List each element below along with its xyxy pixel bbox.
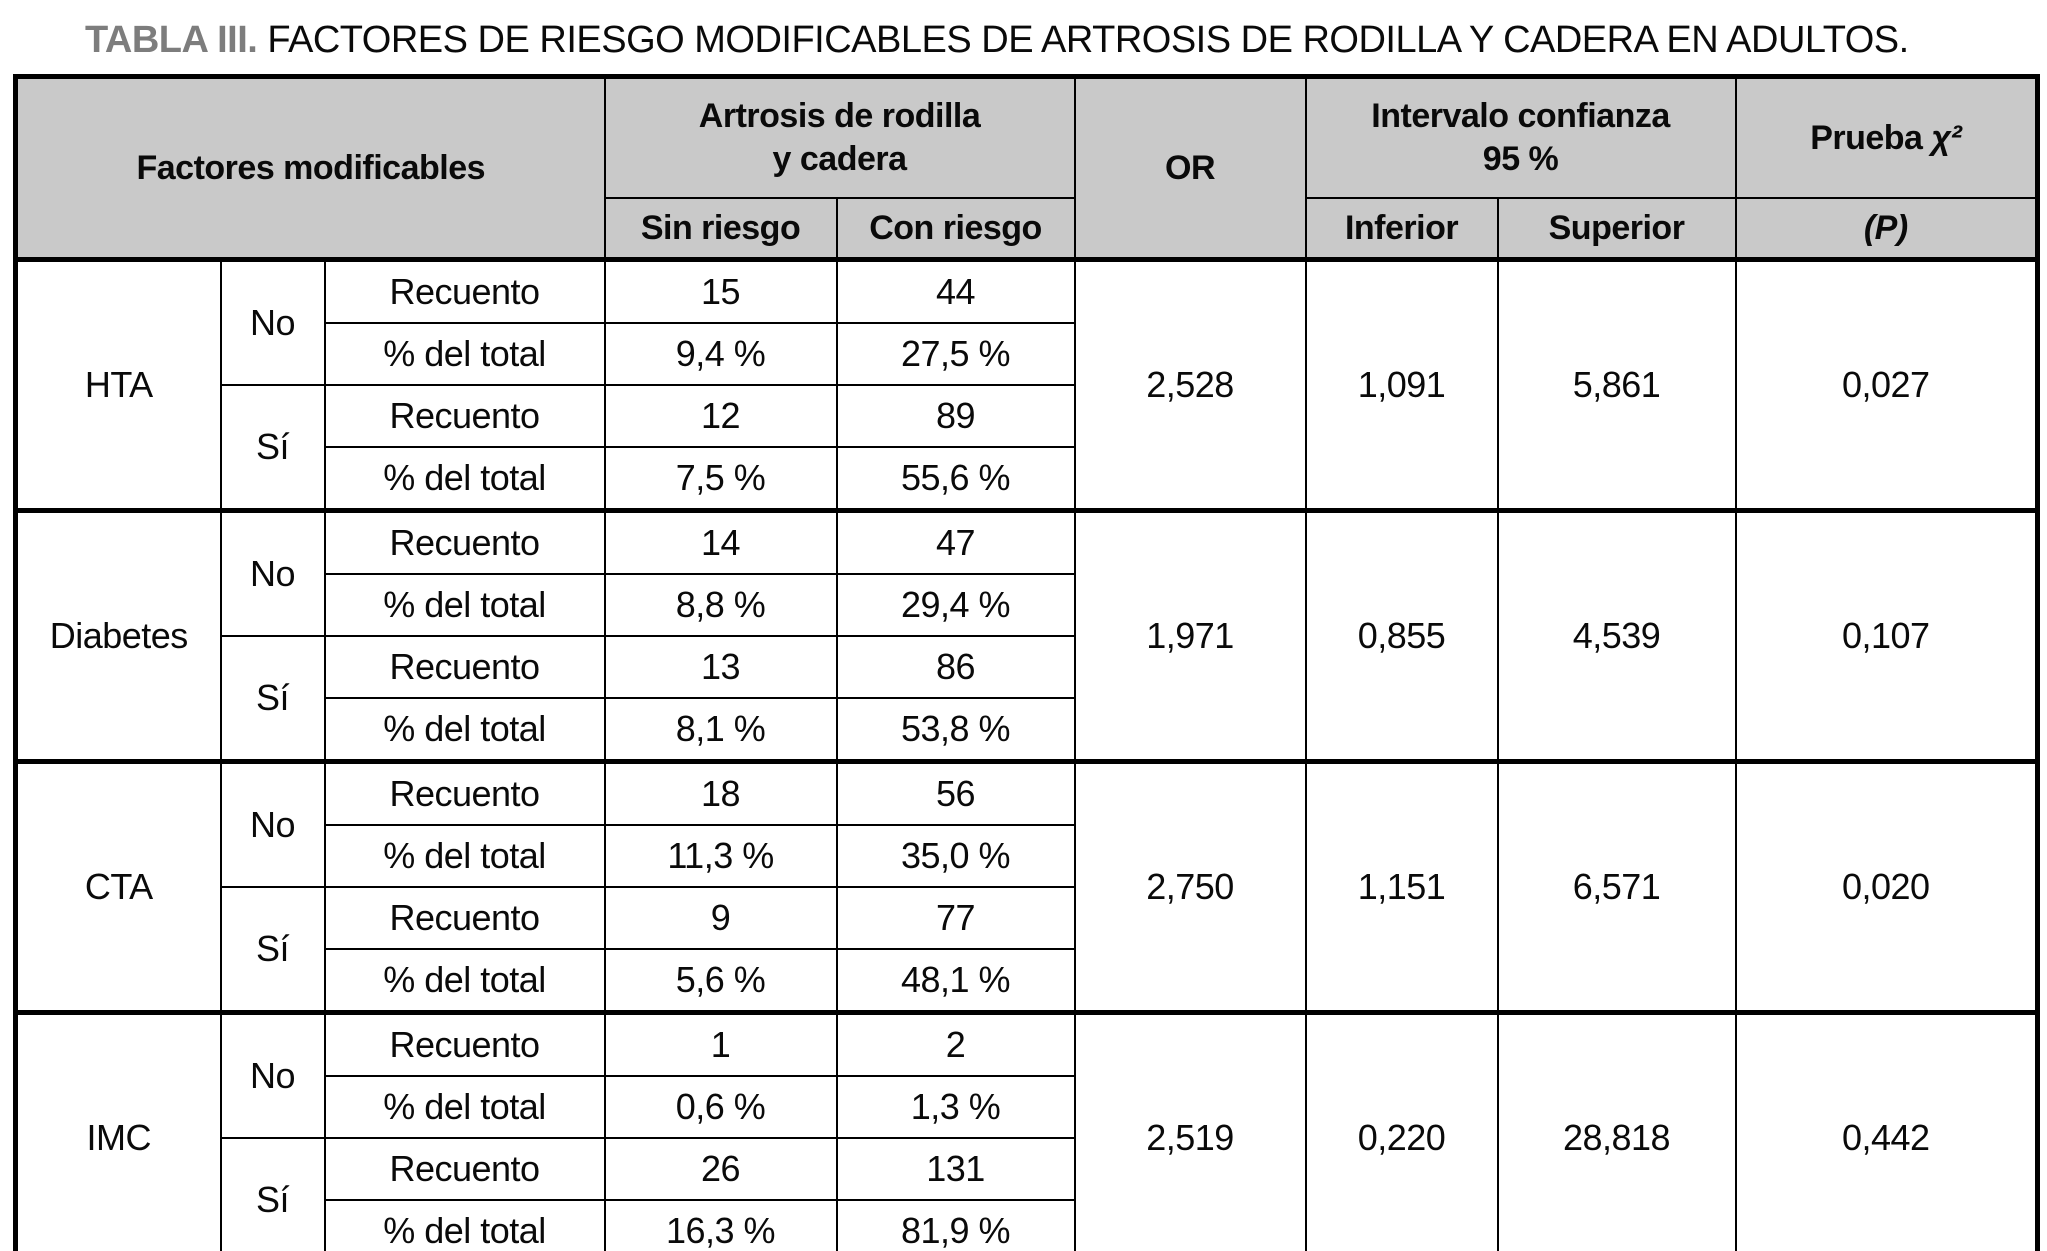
cell-con-riesgo: 53,8 % — [837, 698, 1075, 762]
cell-con-riesgo: 27,5 % — [837, 323, 1075, 385]
header-prueba-chi2 — [1736, 76, 2038, 198]
cell-con-riesgo: 131 — [837, 1138, 1075, 1200]
cell-ic-superior: 5,861 — [1498, 259, 1736, 510]
cell-con-riesgo: 55,6 % — [837, 447, 1075, 511]
table-row — [16, 761, 2038, 825]
cell-p-value: 0,107 — [1736, 510, 2038, 761]
cell-con-riesgo: 86 — [837, 636, 1075, 698]
header-prueba-label: Prueba — [1810, 118, 1923, 157]
table-row — [16, 510, 2038, 574]
yesno-label: No — [221, 510, 325, 636]
cell-or: 2,519 — [1075, 1012, 1306, 1251]
measure-label: Recuento — [325, 1138, 605, 1200]
cell-sin-riesgo: 1 — [605, 1012, 837, 1076]
measure-label: % del total — [325, 698, 605, 762]
cell-or: 2,750 — [1075, 761, 1306, 1012]
measure-label: Recuento — [325, 1012, 605, 1076]
measure-label: Recuento — [325, 259, 605, 323]
cell-sin-riesgo: 9,4 % — [605, 323, 837, 385]
cell-sin-riesgo: 8,1 % — [605, 698, 837, 762]
measure-label: % del total — [325, 447, 605, 511]
header-sin-riesgo: Sin riesgo — [605, 198, 837, 260]
cell-ic-superior: 4,539 — [1498, 510, 1736, 761]
cell-or: 1,971 — [1075, 510, 1306, 761]
measure-label: % del total — [325, 1076, 605, 1138]
yesno-label: Sí — [221, 887, 325, 1013]
cell-con-riesgo: 81,9 % — [837, 1200, 1075, 1251]
cell-sin-riesgo: 16,3 % — [605, 1200, 837, 1251]
cell-sin-riesgo: 8,8 % — [605, 574, 837, 636]
table-caption-label: TABLA III. — [85, 19, 258, 61]
cell-con-riesgo: 44 — [837, 259, 1075, 323]
risk-factors-table — [13, 74, 2040, 1251]
measure-label: % del total — [325, 949, 605, 1013]
table-row — [16, 259, 2038, 323]
cell-sin-riesgo: 7,5 % — [605, 447, 837, 511]
factor-name: Diabetes — [16, 510, 221, 761]
measure-label: Recuento — [325, 887, 605, 949]
header-intervalo-confianza: Intervalo confianza 95 % — [1306, 76, 1736, 198]
cell-ic-inferior: 0,220 — [1306, 1012, 1498, 1251]
header-factores-modificables: Factores modificables — [16, 76, 605, 259]
measure-label: Recuento — [325, 636, 605, 698]
cell-con-riesgo: 56 — [837, 761, 1075, 825]
cell-con-riesgo: 29,4 % — [837, 574, 1075, 636]
measure-label: % del total — [325, 323, 605, 385]
cell-sin-riesgo: 26 — [605, 1138, 837, 1200]
cell-con-riesgo: 1,3 % — [837, 1076, 1075, 1138]
yesno-label: No — [221, 761, 325, 887]
header-superior: Superior — [1498, 198, 1736, 260]
table-caption-text: FACTORES DE RIESGO MODIFICABLES DE ARTROSIS DE RODILLA Y CADERA EN ADULTOS. — [267, 19, 1909, 61]
measure-label: % del total — [325, 1200, 605, 1251]
table-header — [16, 76, 2038, 259]
table-body — [16, 259, 2038, 1251]
yesno-label: No — [221, 259, 325, 385]
header-row-top — [16, 76, 2038, 198]
cell-sin-riesgo: 5,6 % — [605, 949, 837, 1013]
cell-con-riesgo: 35,0 % — [837, 825, 1075, 887]
cell-sin-riesgo: 18 — [605, 761, 837, 825]
header-artrosis: Artrosis de rodilla y cadera — [605, 76, 1075, 198]
table-caption — [85, 20, 2047, 62]
cell-ic-superior: 28,818 — [1498, 1012, 1736, 1251]
factor-name: CTA — [16, 761, 221, 1012]
cell-con-riesgo: 77 — [837, 887, 1075, 949]
cell-or: 2,528 — [1075, 259, 1306, 510]
header-p-value: (P) — [1736, 198, 2038, 260]
measure-label: % del total — [325, 825, 605, 887]
measure-label: Recuento — [325, 385, 605, 447]
yesno-label: Sí — [221, 636, 325, 762]
cell-con-riesgo: 2 — [837, 1012, 1075, 1076]
cell-sin-riesgo: 15 — [605, 259, 837, 323]
cell-ic-inferior: 1,091 — [1306, 259, 1498, 510]
measure-label: Recuento — [325, 510, 605, 574]
yesno-label: Sí — [221, 385, 325, 511]
yesno-label: No — [221, 1012, 325, 1138]
factor-name: IMC — [16, 1012, 221, 1251]
chi-squared-symbol: χ² — [1931, 118, 1962, 157]
cell-ic-inferior: 0,855 — [1306, 510, 1498, 761]
cell-sin-riesgo: 12 — [605, 385, 837, 447]
cell-p-value: 0,027 — [1736, 259, 2038, 510]
cell-sin-riesgo: 11,3 % — [605, 825, 837, 887]
header-or: OR — [1075, 76, 1306, 259]
cell-p-value: 0,020 — [1736, 761, 2038, 1012]
cell-sin-riesgo: 13 — [605, 636, 837, 698]
header-con-riesgo: Con riesgo — [837, 198, 1075, 260]
cell-con-riesgo: 47 — [837, 510, 1075, 574]
measure-label: Recuento — [325, 761, 605, 825]
yesno-label: Sí — [221, 1138, 325, 1251]
cell-sin-riesgo: 0,6 % — [605, 1076, 837, 1138]
table-row — [16, 1012, 2038, 1076]
cell-sin-riesgo: 9 — [605, 887, 837, 949]
measure-label: % del total — [325, 574, 605, 636]
cell-con-riesgo: 48,1 % — [837, 949, 1075, 1013]
cell-con-riesgo: 89 — [837, 385, 1075, 447]
cell-ic-inferior: 1,151 — [1306, 761, 1498, 1012]
factor-name: HTA — [16, 259, 221, 510]
cell-p-value: 0,442 — [1736, 1012, 2038, 1251]
header-inferior: Inferior — [1306, 198, 1498, 260]
cell-sin-riesgo: 14 — [605, 510, 837, 574]
cell-ic-superior: 6,571 — [1498, 761, 1736, 1012]
